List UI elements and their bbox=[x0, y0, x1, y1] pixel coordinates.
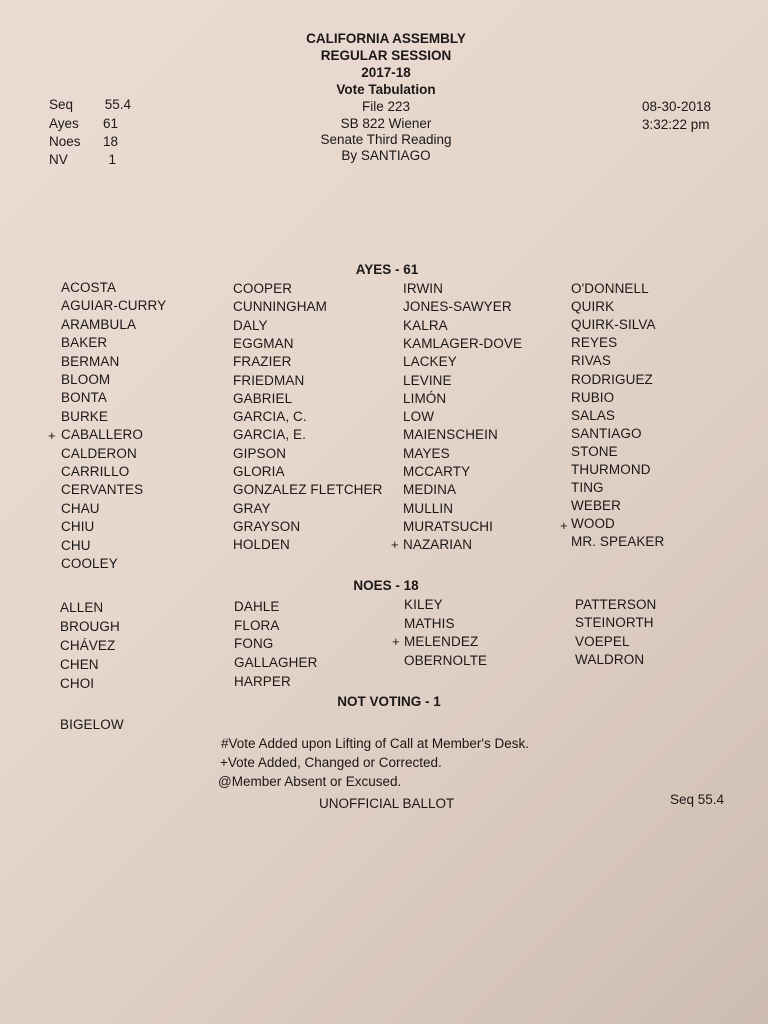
member-name: BERMAN bbox=[61, 353, 120, 369]
member-name: STEINORTH bbox=[575, 615, 654, 631]
member-name: CHIU bbox=[61, 519, 95, 535]
footer-seq: Seq 55.4 bbox=[670, 792, 725, 807]
member-name: FLORA bbox=[234, 617, 280, 633]
member-name: RUBIO bbox=[571, 389, 615, 405]
member-name: WALDRON bbox=[575, 651, 645, 667]
hash-symbol: # bbox=[221, 736, 229, 751]
member-name: CHEN bbox=[60, 657, 99, 672]
stat-label-nv: NV bbox=[49, 152, 68, 167]
member-name: GONZALEZ FLETCHER bbox=[233, 482, 383, 498]
member-name: KALRA bbox=[403, 317, 448, 333]
member-name: KAMLAGER-DOVE bbox=[403, 335, 523, 351]
member-name: SANTIAGO bbox=[571, 425, 642, 441]
member-name: RODRIGUEZ bbox=[571, 371, 653, 387]
member-name: THURMOND bbox=[571, 462, 651, 477]
member-name: CHU bbox=[61, 537, 91, 553]
member-name: QUIRK-SILVA bbox=[571, 317, 656, 333]
stat-value-seq: 55.4 bbox=[104, 97, 131, 112]
member-name: ARAMBULA bbox=[61, 316, 137, 332]
member-name: ALLEN bbox=[60, 600, 104, 615]
member-name: BONTA bbox=[61, 390, 108, 406]
member-name: COOPER bbox=[233, 281, 293, 296]
member-name: SALAS bbox=[571, 407, 616, 423]
member-name: IRWIN bbox=[403, 281, 443, 296]
bill-number: SB 822 Wiener bbox=[340, 116, 432, 131]
member-name: GABRIEL bbox=[233, 390, 293, 406]
member-name: HOLDEN bbox=[233, 537, 290, 553]
file-number: File 223 bbox=[361, 99, 411, 114]
member-name: BLOOM bbox=[61, 372, 111, 387]
legend-plus-text: Vote Added, Changed or Corrected. bbox=[227, 755, 442, 770]
legend-hash-text: Vote Added upon Lifting of Call at Member's Desk. bbox=[228, 736, 530, 751]
member-name: FRIEDMAN bbox=[233, 372, 305, 388]
unofficial-ballot-label: UNOFFICIAL BALLOT bbox=[319, 796, 455, 811]
member-name: DAHLE bbox=[234, 599, 280, 614]
member-name: CHÁVEZ bbox=[60, 638, 116, 653]
member-name: JONES-SAWYER bbox=[403, 299, 512, 315]
vote-time: 3:32:22 pm bbox=[642, 117, 710, 132]
member-name: QUIRK bbox=[571, 299, 615, 315]
legend-hash bbox=[221, 736, 529, 751]
member-name: RIVAS bbox=[571, 353, 612, 369]
plus-symbol: + bbox=[220, 755, 228, 770]
plus-mark-wood: + bbox=[560, 518, 568, 533]
member-name: KILEY bbox=[404, 597, 443, 612]
member-name: CARRILLO bbox=[61, 464, 130, 479]
noes-heading: NOES - 18 bbox=[353, 578, 419, 593]
plus-mark-nazarian: + bbox=[391, 537, 399, 552]
member-name: MR. SPEAKER bbox=[571, 534, 665, 550]
member-name: MURATSUCHI bbox=[403, 518, 493, 534]
member-name: OBERNOLTE bbox=[404, 652, 488, 668]
stat-value-nv: 1 bbox=[108, 152, 116, 167]
member-name: TING bbox=[571, 480, 604, 496]
member-name: VOEPEL bbox=[575, 633, 630, 649]
member-name: GARCIA, C. bbox=[233, 409, 307, 425]
plus-mark-caballero: + bbox=[48, 428, 56, 443]
member-name: ACOSTA bbox=[61, 280, 117, 295]
member-name: LACKEY bbox=[403, 354, 457, 370]
member-name: LEVINE bbox=[403, 372, 452, 388]
member-name: CALDERON bbox=[61, 445, 137, 461]
member-name: MELENDEZ bbox=[404, 634, 479, 649]
member-name: CERVANTES bbox=[61, 482, 144, 498]
member-name: COOLEY bbox=[61, 556, 118, 571]
member-name: MCCARTY bbox=[403, 464, 471, 479]
member-name: EGGMAN bbox=[233, 335, 294, 351]
member-name: O'DONNELL bbox=[571, 281, 649, 296]
not-voting-member: BIGELOW bbox=[60, 717, 124, 732]
member-name: CHOI bbox=[60, 676, 95, 691]
not-voting-heading: NOT VOTING - 1 bbox=[337, 694, 441, 709]
member-name: WOOD bbox=[571, 516, 615, 532]
assembly-title: CALIFORNIA ASSEMBLY bbox=[306, 31, 466, 46]
member-name: BURKE bbox=[61, 408, 109, 424]
member-name: HARPER bbox=[234, 673, 291, 689]
member-name: CABALLERO bbox=[61, 427, 143, 443]
member-name: GRAY bbox=[233, 500, 271, 516]
member-name: FONG bbox=[234, 636, 274, 652]
member-name: MATHIS bbox=[404, 615, 455, 631]
member-name: BAKER bbox=[61, 335, 108, 351]
session-title: REGULAR SESSION bbox=[320, 48, 452, 63]
member-name: MULLIN bbox=[403, 500, 454, 516]
member-name: LIMÓN bbox=[403, 390, 447, 406]
stat-label-noes: Noes bbox=[49, 134, 81, 149]
stat-value-noes: 18 bbox=[102, 134, 118, 149]
member-name: FRAZIER bbox=[233, 354, 292, 370]
legend-plus bbox=[220, 755, 442, 770]
member-name: MAYES bbox=[403, 445, 450, 461]
member-name: GALLAGHER bbox=[234, 655, 318, 671]
member-name: CUNNINGHAM bbox=[233, 299, 327, 315]
member-name: GLORIA bbox=[233, 464, 285, 479]
member-name: AGUIAR-CURRY bbox=[61, 298, 167, 314]
member-name: GARCIA, E. bbox=[233, 427, 307, 443]
member-name: REYES bbox=[571, 335, 618, 351]
member-name: PATTERSON bbox=[575, 597, 657, 612]
legend-at bbox=[218, 774, 401, 789]
session-years: 2017-18 bbox=[361, 65, 411, 80]
member-name: LOW bbox=[403, 409, 435, 425]
vote-date: 08-30-2018 bbox=[642, 99, 712, 114]
member-name: CHAU bbox=[61, 500, 100, 516]
member-name: WEBER bbox=[571, 498, 622, 514]
member-name: NAZARIAN bbox=[403, 537, 473, 553]
member-name: BROUGH bbox=[60, 619, 120, 634]
member-name: STONE bbox=[571, 443, 618, 459]
document-title: Vote Tabulation bbox=[336, 82, 436, 97]
motion-by: By SANTIAGO bbox=[341, 148, 431, 163]
member-name: DALY bbox=[233, 317, 268, 333]
stat-value-ayes: 61 bbox=[102, 116, 118, 131]
member-name: MAIENSCHEIN bbox=[403, 427, 498, 443]
member-name: GRAYSON bbox=[233, 518, 301, 534]
ayes-heading: AYES - 61 bbox=[355, 262, 419, 277]
reading-stage: Senate Third Reading bbox=[320, 132, 452, 147]
stat-label-seq: Seq bbox=[49, 97, 74, 112]
stat-label-ayes: Ayes bbox=[49, 116, 79, 131]
legend-at-text: Member Absent or Excused. bbox=[231, 774, 402, 789]
at-symbol: @ bbox=[218, 774, 232, 789]
member-name: MEDINA bbox=[403, 482, 457, 498]
member-name: GIPSON bbox=[233, 445, 287, 461]
plus-mark-melendez: + bbox=[392, 634, 400, 649]
